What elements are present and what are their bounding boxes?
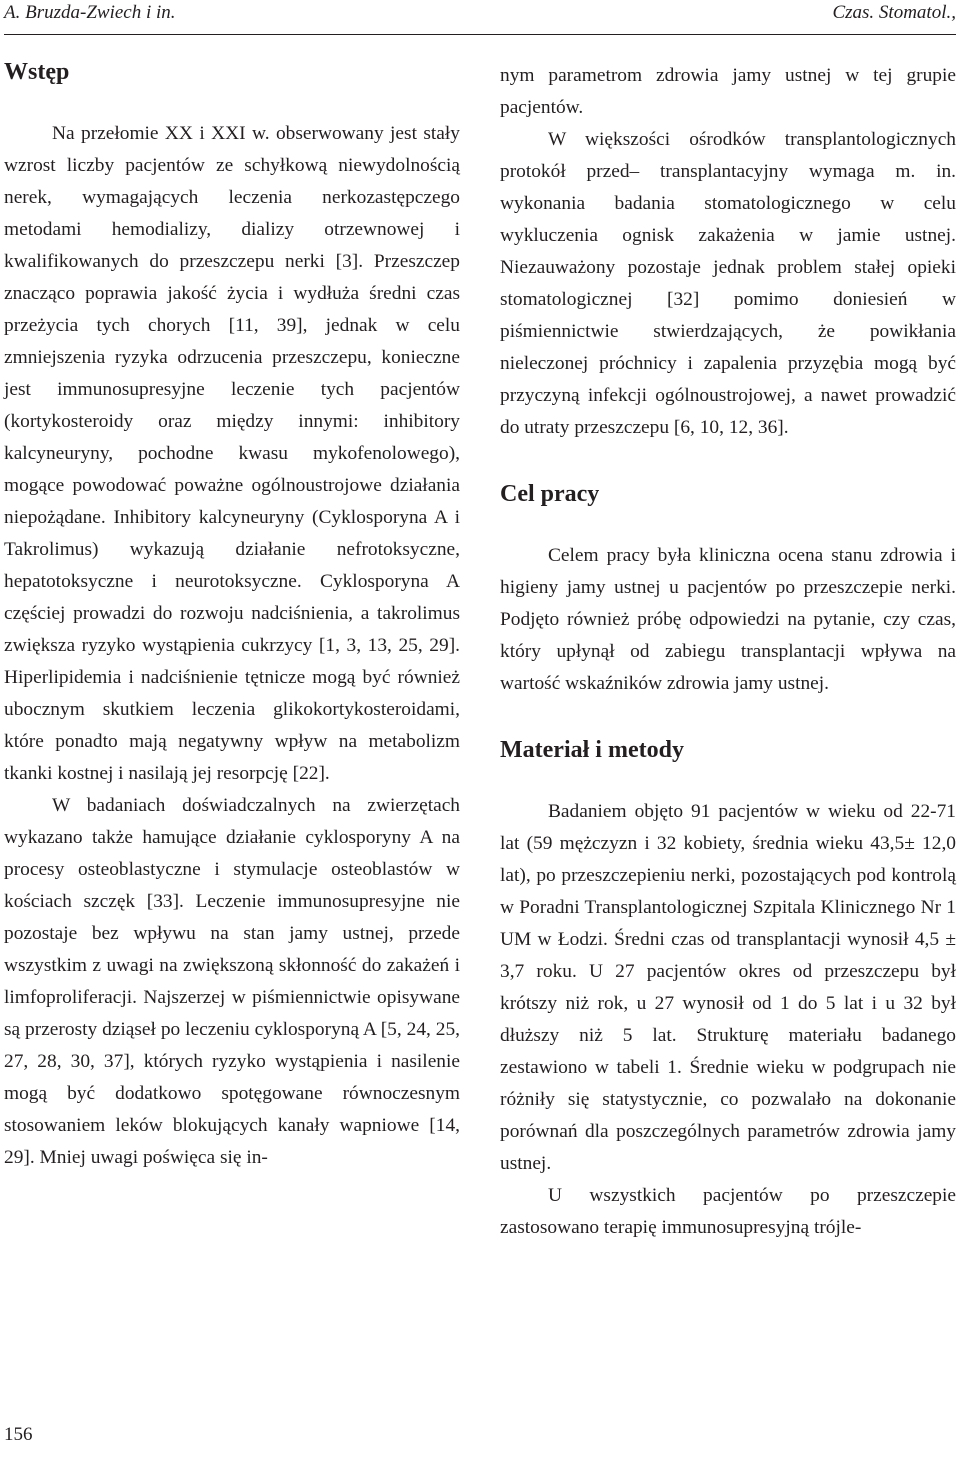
section-heading-introduction: Wstęp — [4, 59, 70, 85]
section-heading-methods: Materiał i metody — [500, 737, 684, 763]
body-paragraph-continuation: nym parametrom zdrowia jamy ustnej w tej grupie pacjentów. — [500, 65, 956, 118]
body-paragraph: W badaniach doświadczalnych na zwierzętach wykazano także hamujące działanie cyklosporyny A na procesy osteoblastyczne i stymulacje osteoblastów w kościach szczęk [33]. Leczenie immunosupresyjne nie pozostaje bez wpływu na stan jamy ustnej, przede wszystkim z uwagi na zwiększoną skłonność do zakażeń i limfoproliferacji. Najszerzej w piśmiennictwie opisywane są przerosty dziąseł po leczeniu cyklosporyną A [5, 24, 25, 27, 28, 30, 37], których ryzyko wystąpienia i nasilenie mogą być dodatkowo spotęgowane równoczesnym stosowaniem leków blokujących kanały wapniowe [14, 29]. Mniej uwagi poświęca się in- — [4, 795, 460, 1168]
body-paragraph: U wszystkich pacjentów po przeszczepie zastosowano terapię immunosupresyjną trójle- — [500, 1185, 956, 1238]
running-head — [4, 0, 956, 30]
body-paragraph: Celem pracy była kliniczna ocena stanu zdrowia i higieny jamy ustnej u pacjentów po przeszczepie nerki. Podjęto również próbę odpowiedzi na pytanie, czy czas, który upłynął od zabiegu transplantacji wpływa na wartość wskaźników zdrowia jamy ustnej. — [500, 545, 956, 694]
body-paragraph: Na przełomie XX i XXI w. obserwowany jest stały wzrost liczby pacjentów ze schyłkową niewydolnością nerek, wymagających leczenia nerkozastępczego metodami hemodializy, dializy otrzewnowej i kwalifikowanych do przeszczepu nerki [3]. Przeszczep znacząco poprawia jakość życia i wydłuża średni czas przeżycia tych chorych [11, 39], jednak w celu zmniejszenia ryzyka odrzucenia przeszczepu, konieczne jest immunosupresyjne leczenie tych pacjentów (kortykosteroidy oraz między innymi: inhibitory kalcyneuryny, pochodne kwasu mykofenolowego), mogące powodować poważne ogólnoustrojowe działania niepożądane. Inhibitory kalcyneuryny (Cyklosporyna A i Takrolimus) wykazują działanie nefrotoksyczne, hepatotoksyczne i neurotoksyczne. Cyklosporyna A częściej prowadzi do rozwoju nadciśnienia, a takrolimus zwiększa ryzyko wystąpienia cukrzycy [1, 3, 13, 25, 29]. Hiperlipidemia i nadciśnienie tętnicze mogą być również ubocznym skutkiem leczenia glikokortykosteroidami, które ponadto mają negatywny wpływ na metabolizm tkanki kostnej i nasilają jej resorpcję [22]. — [4, 123, 460, 784]
running-head-journal: Czas. Stomatol., — [832, 2, 956, 23]
body-paragraph: W większości ośrodków transplantologicznych protokół przed– transplantacyjny wymaga m. in. wykonania badania stomatologicznego w celu wykluczenia ognisk zakażenia w jamie ustnej. Niezauważony pozostaje jednak problem stałej opieki stomatologicznej [32] pomimo doniesień w piśmiennictwie stwierdzających, że powikłania nieleczonej próchnicy i zapalenia przyzębia mogą być przyczyną infekcji ogólnoustrojowej, a nawet prowadzić do utraty przeszczepu [6, 10, 12, 36]. — [500, 129, 956, 438]
running-head-authors: A. Bruzda-Zwiech i in. — [4, 2, 176, 23]
section-heading-aim: Cel pracy — [500, 481, 600, 507]
right-column — [500, 60, 956, 1244]
header-rule — [4, 34, 956, 35]
page-number: 156 — [4, 1424, 33, 1445]
body-paragraph: Badaniem objęto 91 pacjentów w wieku od 22-71 lat (59 mężczyzn i 32 kobiety, średnia wieku 43,5± 12,0 lat), po przeszczepieniu nerki, pozostających pod kontrolą w Poradni Transplantologicznej Szpitala Klinicznego Nr 1 UM w Łodzi. Średni czas od transplantacji wynosił 4,5 ± 3,7 roku. U 27 pacjentów okres od przeszczepu był krótszy niż rok, u 27 wynosił od 1 do 5 lat i u 32 był dłuższy niż 5 lat. Strukturę materiału badanego zestawiono w tabeli 1. Średnie wieku w podgrupach nie różniły się statystycznie, co pozwalało na dokonanie porównań dla poszczególnych parametrów zdrowia jamy ustnej. — [500, 801, 956, 1174]
left-column — [4, 56, 460, 1174]
